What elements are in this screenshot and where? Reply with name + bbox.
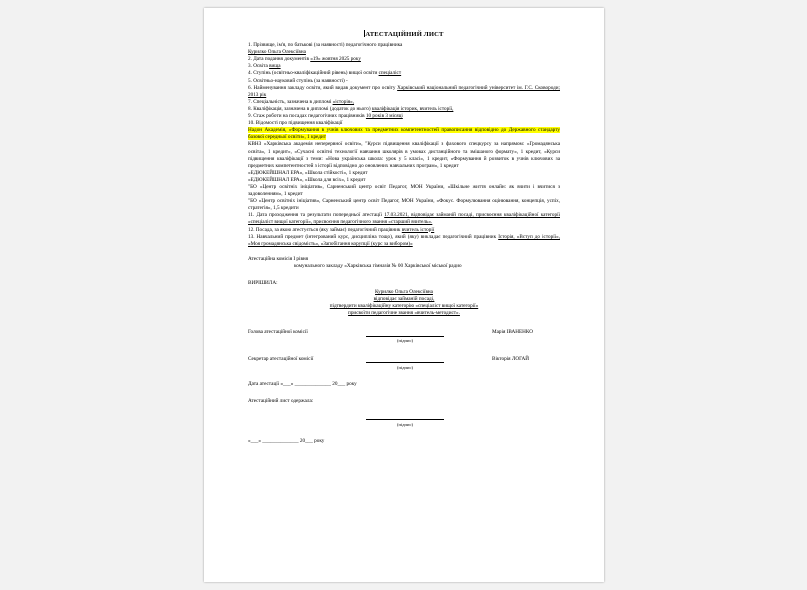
signature-name: Марія ІВАНЕНКО [492,329,533,336]
list-item-value: Курилко Ольга Олексіївна [248,49,306,56]
received-label: Атестаційний лист одержала: [248,397,314,404]
list-item: 8. Кваліфікація, зазначена в дипломі (додаток до нього) кваліфікація історик, вчитель історії, [248,105,454,112]
list-item: 5. Освітньо-науковий ступінь (за наявності) - [248,77,348,84]
signature-label: Секретар атестаційної комісії [248,356,314,363]
list-item: 6. Найменування закладу освіти, який видав документ про освіту Харківський національний педагогічний університет ім. Г.С. Сковороди; 2013 рік [248,84,560,98]
resolution-line: відповідає займаній посаді, [373,296,435,303]
resolution-line: присвоїти педагогічне звання «вчитель-методист». [348,310,460,317]
committee-line-1: Атестаційна комісія I рівня [248,255,309,262]
signature-blank[interactable] [366,330,444,337]
signature-row-secretary [248,356,560,363]
list-item: 11. Дата проходження та результати попередньої атестації 17.03.2021, відповідає займаній посаді, присвоєння кваліфікаційної категорії «спеціаліст вищої категорії», присвоєння педагогічного звання «старший вчитель». [248,212,560,226]
signature-caption: (підпис) [396,338,414,344]
received-date-row: «___» ______________ 20___ року [248,437,325,444]
received-signature-caption: (підпис) [396,421,414,427]
attestation-date-row: Дата атестації «___» ______________ 20___ року [248,380,357,387]
signature-caption: (підпис) [396,364,414,370]
resolution-block [248,280,560,317]
list-item: 4. Ступінь (освітньо-кваліфікаційний рівень) вищої освіти спеціаліст [248,70,402,77]
list-item: 3. Освіта вища [248,63,281,70]
list-item: 12. Посада, за якою атестується (яку займає) педагогічний працівник вчитель історії [248,226,435,233]
list-item: 13. Навчальний предмет (інтегрований курс, дисципліна тощо), який (яку) викладає педагогічний працівник Історія, «Вступ до історії», «Моя громадянська свідомість», «Запобігання корупції (курс за вибором)» [248,233,560,247]
qualification-line: «ЕДЮКЕЙШНАЛ ЕРА», «Школа стійкості», 1 кредит [248,169,368,176]
resolution-line: підтвердити кваліфікаційну категорію «спеціаліст вищої категорії» [329,303,479,310]
resolution-heading: ВИРІШИЛА: [248,280,278,286]
signature-label: Голова атестаційної комісії [248,329,308,336]
signature-name: Вікторія ЛОГАЙ [492,356,530,363]
list-item: 9. Стаж роботи на посадах педагогічних працівників 10 років 3 місяці [248,113,403,120]
page-title: АТЕСТАЦІЙНИЙ ЛИСТ [365,31,444,38]
committee-line-2: комунального закладу «Харківська гімназія № 00 Харківської міської радио [294,262,462,269]
signature-row-chair [248,329,560,336]
qualification-line: «ЕДЮКЕЙШНАЛ ЕРА», «Школа для всіх», 1 кредит [248,176,366,183]
list-item: 10. Відомості про підвищення кваліфікації [248,120,343,127]
qualification-line: Надон Академія, «Формування в учнів ключових та предметних компетентностей правописання відповідно до Державного стандарту базової середньої освіти», 1 кредит [248,127,560,141]
qualification-line: "БО «Центр освітніх ініціатив», Сарненський центр освіт Педагог, МОН України, «Фокус. Формулювання оцінювання, концепція, успіх, стратегія», 1,5 кредити [248,198,560,212]
document-body [248,30,560,445]
resolution-line: Курилко Ольга Олексіївна [375,289,433,296]
document-page [204,8,604,582]
committee-block [248,256,560,270]
signature-blank[interactable] [366,356,444,363]
qualification-line: "БО «Центр освітніх ініціатив», Сарненський центр освіт Педагог, МОН України, «Шкільне життя онлайн: як вчити і вчитися з задоволенням», 1 кредит [248,183,560,198]
list-item: 2. Дата подання документів «19» жовтня 2025 року [248,56,361,63]
qualification-line: КВНЗ «Харківська академія неперервної освіти», "Курси підвищення кваліфікації з фахового спецкурсу за напрямом: «Громадянська освіта», 1 кредит», «Сучасні освітні технології навчання школярів в умовах дистанційного та змішаного формату», 1 кредит, «Курси підвищення кваліфікації з теми: «Нова українська школа: урок у 5 класі», 1 кредит, «Формування й розвиток в учнів ключових за предметних компетентностей з історії відповідно до оновлених навчальних програм», 1 кредит [248,141,560,169]
list-item: 1. Прізвище, ім'я, по батькові (за наявності) педагогічного працівника [248,42,403,49]
received-signature-blank[interactable] [366,413,444,420]
list-item: 7. Спеціальність, зазначена в дипломі «історія», [248,98,355,105]
